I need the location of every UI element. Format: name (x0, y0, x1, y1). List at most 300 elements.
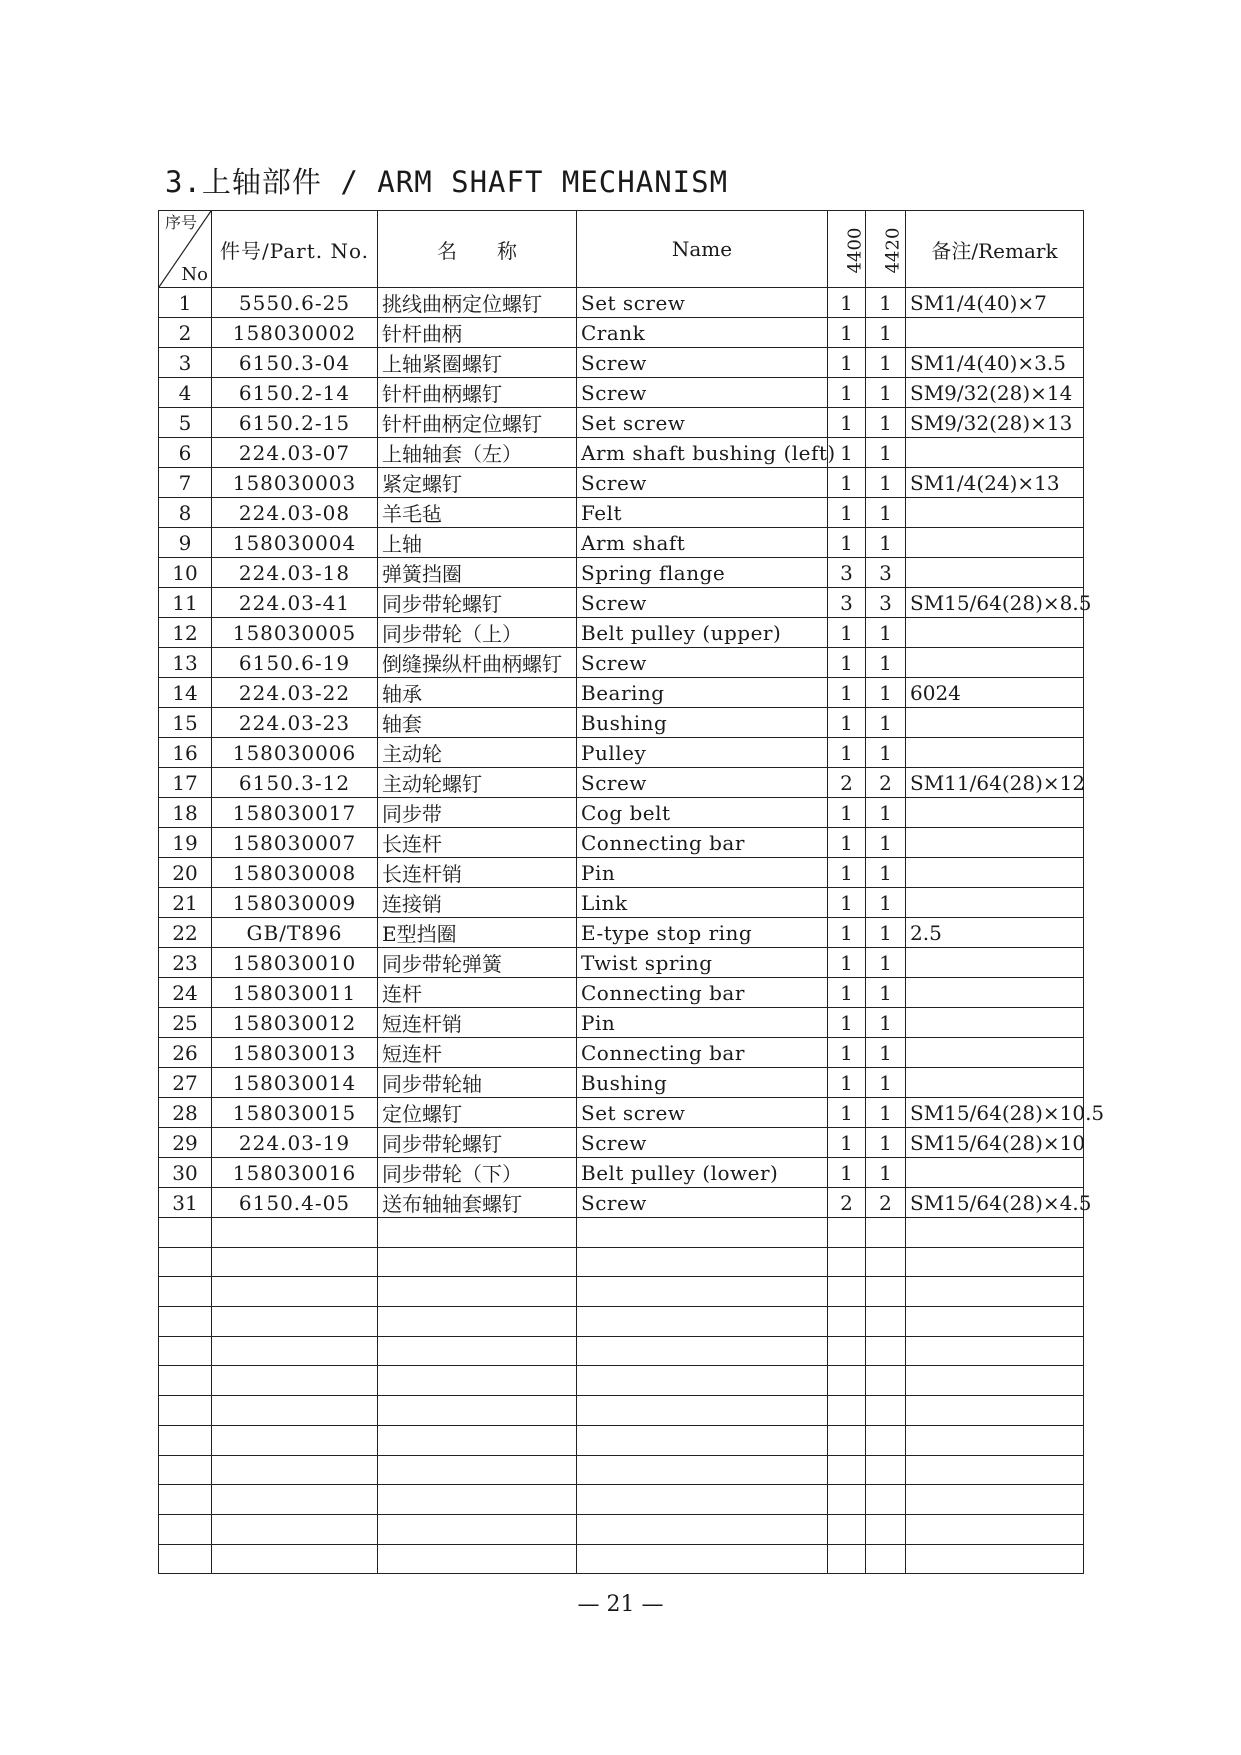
cell-qty-4420: 1 (866, 1038, 906, 1068)
table-row (159, 768, 1084, 798)
cell-no: 22 (159, 918, 212, 948)
cell-qty-4400 (828, 1218, 866, 1248)
cell-qty-4400: 1 (828, 918, 866, 948)
cell-qty-4420: 1 (866, 288, 906, 318)
cell-remark (906, 1396, 1084, 1426)
cell-no (159, 1425, 212, 1455)
cell-part-no: 6150.3-12 (212, 768, 378, 798)
cell-qty-4400: 3 (828, 588, 866, 618)
cell-name-en: Set screw (577, 408, 828, 438)
cell-part-no: 5550.6-25 (212, 288, 378, 318)
cell-qty-4420 (866, 1396, 906, 1426)
cell-qty-4420 (866, 1336, 906, 1366)
cell-part-no: 158030002 (212, 318, 378, 348)
cell-qty-4400: 1 (828, 648, 866, 678)
cell-name-cn: 挑线曲柄定位螺钉 (378, 288, 577, 318)
table-row (159, 828, 1084, 858)
cell-part-no: 158030008 (212, 858, 378, 888)
cell-qty-4420: 1 (866, 798, 906, 828)
header-qty-4420: 4420 (866, 211, 906, 288)
cell-part-no: 224.03-41 (212, 588, 378, 618)
cell-name-cn (378, 1396, 577, 1426)
cell-name-cn: 连接销 (378, 888, 577, 918)
cell-name-cn (378, 1277, 577, 1307)
cell-name-cn: 同步带轮螺钉 (378, 1128, 577, 1158)
cell-qty-4420: 1 (866, 918, 906, 948)
cell-name-cn (378, 1514, 577, 1544)
cell-no (159, 1514, 212, 1544)
cell-part-no (212, 1425, 378, 1455)
cell-qty-4400 (828, 1307, 866, 1337)
cell-qty-4420: 1 (866, 738, 906, 768)
cell-name-en: Connecting bar (577, 828, 828, 858)
table-row (159, 1455, 1084, 1485)
cell-no: 24 (159, 978, 212, 1008)
cell-name-en: Set screw (577, 288, 828, 318)
cell-part-no (212, 1455, 378, 1485)
cell-name-en (577, 1218, 828, 1248)
cell-remark (906, 858, 1084, 888)
cell-no: 29 (159, 1128, 212, 1158)
cell-name-cn (378, 1425, 577, 1455)
cell-remark (906, 528, 1084, 558)
cell-remark: 2.5 (906, 918, 1084, 948)
cell-qty-4420: 1 (866, 708, 906, 738)
cell-remark: SM1/4(40)×7 (906, 288, 1084, 318)
cell-name-en: Pin (577, 858, 828, 888)
table-row (159, 738, 1084, 768)
cell-name-cn (378, 1544, 577, 1574)
cell-remark: SM15/64(28)×10.5 (906, 1098, 1084, 1128)
cell-qty-4420 (866, 1366, 906, 1396)
cell-name-en (577, 1544, 828, 1574)
cell-name-cn: 针杆曲柄 (378, 318, 577, 348)
table-row (159, 1098, 1084, 1128)
cell-qty-4420: 1 (866, 1098, 906, 1128)
cell-no (159, 1277, 212, 1307)
cell-name-en: Felt (577, 498, 828, 528)
cell-name-cn: 定位螺钉 (378, 1098, 577, 1128)
cell-name-en (577, 1307, 828, 1337)
cell-qty-4400: 1 (828, 1068, 866, 1098)
cell-qty-4420 (866, 1307, 906, 1337)
cell-qty-4420 (866, 1218, 906, 1248)
cell-remark (906, 1514, 1084, 1544)
cell-qty-4420: 2 (866, 1188, 906, 1218)
cell-qty-4420: 1 (866, 1008, 906, 1038)
header-qty-4400: 4400 (828, 211, 866, 288)
cell-name-cn: 同步带轮弹簧 (378, 948, 577, 978)
cell-name-en: Screw (577, 468, 828, 498)
cell-remark (906, 798, 1084, 828)
cell-name-cn: 同步带轮（上） (378, 618, 577, 648)
cell-name-en (577, 1455, 828, 1485)
page-number: — 21 — (577, 1592, 664, 1617)
cell-qty-4420 (866, 1514, 906, 1544)
cell-name-cn: 上轴 (378, 528, 577, 558)
cell-name-cn: 短连杆销 (378, 1008, 577, 1038)
cell-name-en: Bushing (577, 1068, 828, 1098)
cell-part-no: 6150.2-14 (212, 378, 378, 408)
header-no-en: No (181, 264, 208, 285)
table-row (159, 348, 1084, 378)
table-row (159, 1218, 1084, 1248)
cell-remark (906, 1068, 1084, 1098)
table-row (159, 708, 1084, 738)
cell-qty-4400: 1 (828, 1098, 866, 1128)
cell-part-no: 158030013 (212, 1038, 378, 1068)
cell-qty-4400 (828, 1396, 866, 1426)
cell-qty-4420 (866, 1247, 906, 1277)
table-row (159, 408, 1084, 438)
cell-remark (906, 1485, 1084, 1515)
cell-remark: SM15/64(28)×8.5 (906, 588, 1084, 618)
cell-name-cn: 长连杆销 (378, 858, 577, 888)
cell-name-en: Twist spring (577, 948, 828, 978)
cell-part-no (212, 1218, 378, 1248)
cell-qty-4420 (866, 1485, 906, 1515)
cell-remark (906, 738, 1084, 768)
cell-remark (906, 648, 1084, 678)
cell-no: 2 (159, 318, 212, 348)
cell-qty-4420: 1 (866, 648, 906, 678)
cell-no: 17 (159, 768, 212, 798)
cell-part-no: 158030006 (212, 738, 378, 768)
cell-qty-4400: 2 (828, 1188, 866, 1218)
header-remark: 备注/Remark (906, 211, 1084, 288)
cell-name-cn: 长连杆 (378, 828, 577, 858)
cell-remark (906, 888, 1084, 918)
cell-part-no: 224.03-19 (212, 1128, 378, 1158)
cell-name-cn: 短连杆 (378, 1038, 577, 1068)
table-row (159, 1366, 1084, 1396)
cell-name-cn (378, 1247, 577, 1277)
cell-no: 8 (159, 498, 212, 528)
cell-part-no: GB/T896 (212, 918, 378, 948)
cell-name-en: Screw (577, 348, 828, 378)
cell-part-no: 158030011 (212, 978, 378, 1008)
cell-name-cn: 同步带轮螺钉 (378, 588, 577, 618)
cell-qty-4400: 1 (828, 888, 866, 918)
cell-no: 1 (159, 288, 212, 318)
cell-no (159, 1396, 212, 1426)
table-row (159, 978, 1084, 1008)
cell-part-no: 224.03-22 (212, 678, 378, 708)
cell-no: 16 (159, 738, 212, 768)
cell-qty-4420: 1 (866, 618, 906, 648)
cell-part-no (212, 1366, 378, 1396)
cell-no (159, 1307, 212, 1337)
cell-name-en: Connecting bar (577, 978, 828, 1008)
cell-part-no (212, 1336, 378, 1366)
table-row (159, 1425, 1084, 1455)
table-row (159, 1544, 1084, 1574)
cell-name-en: Crank (577, 318, 828, 348)
cell-name-en (577, 1514, 828, 1544)
cell-name-en: Screw (577, 588, 828, 618)
table-row (159, 1188, 1084, 1218)
cell-part-no: 158030016 (212, 1158, 378, 1188)
cell-qty-4420: 3 (866, 558, 906, 588)
cell-name-cn: 主动轮螺钉 (378, 768, 577, 798)
cell-part-no (212, 1514, 378, 1544)
cell-qty-4400: 1 (828, 858, 866, 888)
cell-part-no: 224.03-18 (212, 558, 378, 588)
cell-qty-4400: 1 (828, 738, 866, 768)
cell-qty-4420: 1 (866, 1158, 906, 1188)
cell-part-no (212, 1247, 378, 1277)
cell-qty-4400 (828, 1366, 866, 1396)
table-row (159, 1158, 1084, 1188)
cell-name-en: Arm shaft bushing (left) (577, 438, 828, 468)
cell-remark: 6024 (906, 678, 1084, 708)
cell-qty-4400: 1 (828, 318, 866, 348)
cell-name-cn (378, 1366, 577, 1396)
cell-name-cn: 连杆 (378, 978, 577, 1008)
cell-no: 18 (159, 798, 212, 828)
cell-name-cn (378, 1336, 577, 1366)
cell-qty-4400: 1 (828, 468, 866, 498)
table-row (159, 888, 1084, 918)
cell-qty-4400: 1 (828, 948, 866, 978)
cell-qty-4420 (866, 1544, 906, 1574)
cell-name-cn: E型挡圈 (378, 918, 577, 948)
cell-no (159, 1247, 212, 1277)
cell-name-en: Spring flange (577, 558, 828, 588)
table-row (159, 1068, 1084, 1098)
cell-part-no: 158030009 (212, 888, 378, 918)
cell-no (159, 1218, 212, 1248)
cell-qty-4400: 1 (828, 1008, 866, 1038)
cell-qty-4400 (828, 1514, 866, 1544)
cell-name-en: Bushing (577, 708, 828, 738)
cell-part-no: 158030015 (212, 1098, 378, 1128)
header-part-no: 件号/Part. No. (212, 211, 378, 288)
cell-name-en: Screw (577, 648, 828, 678)
cell-name-cn: 上轴紧圈螺钉 (378, 348, 577, 378)
cell-part-no: 6150.4-05 (212, 1188, 378, 1218)
cell-remark (906, 438, 1084, 468)
table-header-row (159, 211, 1084, 288)
cell-name-en: Screw (577, 378, 828, 408)
header-name-en: Name (577, 211, 828, 288)
cell-name-cn: 针杆曲柄定位螺钉 (378, 408, 577, 438)
cell-remark (906, 1218, 1084, 1248)
cell-qty-4400: 1 (828, 1038, 866, 1068)
cell-part-no: 158030004 (212, 528, 378, 558)
cell-no: 12 (159, 618, 212, 648)
cell-qty-4400 (828, 1485, 866, 1515)
cell-remark (906, 1038, 1084, 1068)
cell-name-cn: 轴套 (378, 708, 577, 738)
cell-name-cn: 羊毛毡 (378, 498, 577, 528)
cell-name-en (577, 1277, 828, 1307)
cell-qty-4420: 1 (866, 348, 906, 378)
cell-no: 7 (159, 468, 212, 498)
cell-remark (906, 1455, 1084, 1485)
table-row (159, 678, 1084, 708)
cell-part-no: 158030017 (212, 798, 378, 828)
cell-no (159, 1336, 212, 1366)
table-row (159, 1514, 1084, 1544)
cell-part-no: 158030014 (212, 1068, 378, 1098)
cell-no (159, 1544, 212, 1574)
cell-qty-4420: 1 (866, 468, 906, 498)
cell-no: 15 (159, 708, 212, 738)
cell-qty-4420 (866, 1425, 906, 1455)
cell-name-cn (378, 1455, 577, 1485)
cell-no (159, 1455, 212, 1485)
cell-no (159, 1485, 212, 1515)
cell-qty-4420 (866, 1277, 906, 1307)
table-row (159, 648, 1084, 678)
cell-qty-4420: 1 (866, 438, 906, 468)
cell-name-cn: 同步带轮（下） (378, 1158, 577, 1188)
cell-remark (906, 948, 1084, 978)
cell-name-cn (378, 1307, 577, 1337)
cell-remark (906, 708, 1084, 738)
cell-no: 26 (159, 1038, 212, 1068)
cell-remark (906, 1544, 1084, 1574)
cell-qty-4400 (828, 1277, 866, 1307)
cell-name-cn: 轴承 (378, 678, 577, 708)
cell-name-cn: 倒缝操纵杆曲柄螺钉 (378, 648, 577, 678)
cell-no: 14 (159, 678, 212, 708)
cell-name-en: Screw (577, 768, 828, 798)
cell-part-no: 6150.6-19 (212, 648, 378, 678)
cell-part-no: 224.03-23 (212, 708, 378, 738)
cell-name-en (577, 1366, 828, 1396)
cell-remark (906, 828, 1084, 858)
cell-part-no: 224.03-07 (212, 438, 378, 468)
table-row (159, 528, 1084, 558)
cell-name-en: Belt pulley (lower) (577, 1158, 828, 1188)
cell-name-cn: 送布轴轴套螺钉 (378, 1188, 577, 1218)
cell-qty-4400: 1 (828, 288, 866, 318)
cell-qty-4400: 1 (828, 708, 866, 738)
cell-name-en: Set screw (577, 1098, 828, 1128)
cell-no: 20 (159, 858, 212, 888)
table-row (159, 1247, 1084, 1277)
cell-no: 3 (159, 348, 212, 378)
cell-name-en: E-type stop ring (577, 918, 828, 948)
cell-name-en: Cog belt (577, 798, 828, 828)
cell-name-cn: 针杆曲柄螺钉 (378, 378, 577, 408)
cell-qty-4420: 1 (866, 828, 906, 858)
cell-name-cn: 主动轮 (378, 738, 577, 768)
cell-name-en (577, 1336, 828, 1366)
cell-name-en (577, 1425, 828, 1455)
cell-part-no: 6150.2-15 (212, 408, 378, 438)
cell-name-en: Link (577, 888, 828, 918)
table-row (159, 618, 1084, 648)
table-row (159, 1008, 1084, 1038)
cell-remark (906, 558, 1084, 588)
table-row (159, 948, 1084, 978)
cell-remark (906, 498, 1084, 528)
cell-remark: SM11/64(28)×12 (906, 768, 1084, 798)
cell-part-no (212, 1307, 378, 1337)
cell-name-cn: 同步带轮轴 (378, 1068, 577, 1098)
parts-table (158, 210, 1105, 1574)
cell-no (159, 1366, 212, 1396)
cell-remark: SM15/64(28)×4.5 (906, 1188, 1084, 1218)
cell-qty-4420: 1 (866, 498, 906, 528)
cell-qty-4400: 1 (828, 978, 866, 1008)
cell-qty-4420: 1 (866, 378, 906, 408)
cell-remark: SM9/32(28)×14 (906, 378, 1084, 408)
cell-name-en: Connecting bar (577, 1038, 828, 1068)
cell-qty-4400: 1 (828, 378, 866, 408)
cell-qty-4400 (828, 1544, 866, 1574)
cell-name-cn: 上轴轴套（左） (378, 438, 577, 468)
page-title: 3.上轴部件 / ARM SHAFT MECHANISM (165, 165, 729, 199)
cell-part-no: 158030003 (212, 468, 378, 498)
cell-qty-4420: 1 (866, 678, 906, 708)
cell-qty-4400 (828, 1425, 866, 1455)
cell-part-no: 158030010 (212, 948, 378, 978)
cell-qty-4400: 1 (828, 528, 866, 558)
cell-part-no (212, 1485, 378, 1515)
table-row (159, 318, 1084, 348)
cell-remark (906, 1366, 1084, 1396)
cell-no: 6 (159, 438, 212, 468)
cell-qty-4400 (828, 1455, 866, 1485)
cell-no: 27 (159, 1068, 212, 1098)
table-row (159, 288, 1084, 318)
cell-qty-4400 (828, 1336, 866, 1366)
cell-no: 11 (159, 588, 212, 618)
cell-name-en: Arm shaft (577, 528, 828, 558)
cell-remark (906, 1247, 1084, 1277)
header-no (159, 211, 212, 288)
cell-qty-4400: 1 (828, 348, 866, 378)
cell-no: 21 (159, 888, 212, 918)
cell-remark: SM1/4(24)×13 (906, 468, 1084, 498)
cell-part-no (212, 1396, 378, 1426)
cell-remark: SM15/64(28)×10 (906, 1128, 1084, 1158)
cell-no: 28 (159, 1098, 212, 1128)
cell-remark: SM1/4(40)×3.5 (906, 348, 1084, 378)
table-row (159, 468, 1084, 498)
cell-qty-4420: 1 (866, 948, 906, 978)
cell-qty-4420: 1 (866, 1068, 906, 1098)
cell-no: 23 (159, 948, 212, 978)
cell-name-en: Screw (577, 1128, 828, 1158)
cell-no: 30 (159, 1158, 212, 1188)
cell-remark (906, 1336, 1084, 1366)
table-row (159, 1396, 1084, 1426)
cell-part-no (212, 1277, 378, 1307)
cell-qty-4420: 3 (866, 588, 906, 618)
cell-no: 13 (159, 648, 212, 678)
cell-qty-4420: 1 (866, 888, 906, 918)
table-row (159, 1128, 1084, 1158)
cell-qty-4400: 1 (828, 798, 866, 828)
cell-qty-4420: 1 (866, 528, 906, 558)
cell-qty-4400: 1 (828, 498, 866, 528)
cell-part-no: 158030012 (212, 1008, 378, 1038)
table-row (159, 1307, 1084, 1337)
cell-no: 9 (159, 528, 212, 558)
cell-remark (906, 978, 1084, 1008)
header-no-cn: 序号 (165, 213, 198, 232)
cell-part-no: 158030007 (212, 828, 378, 858)
cell-qty-4420 (866, 1455, 906, 1485)
cell-name-en: Screw (577, 1188, 828, 1218)
cell-name-en (577, 1396, 828, 1426)
header-name-cn: 名 称 (378, 211, 577, 288)
